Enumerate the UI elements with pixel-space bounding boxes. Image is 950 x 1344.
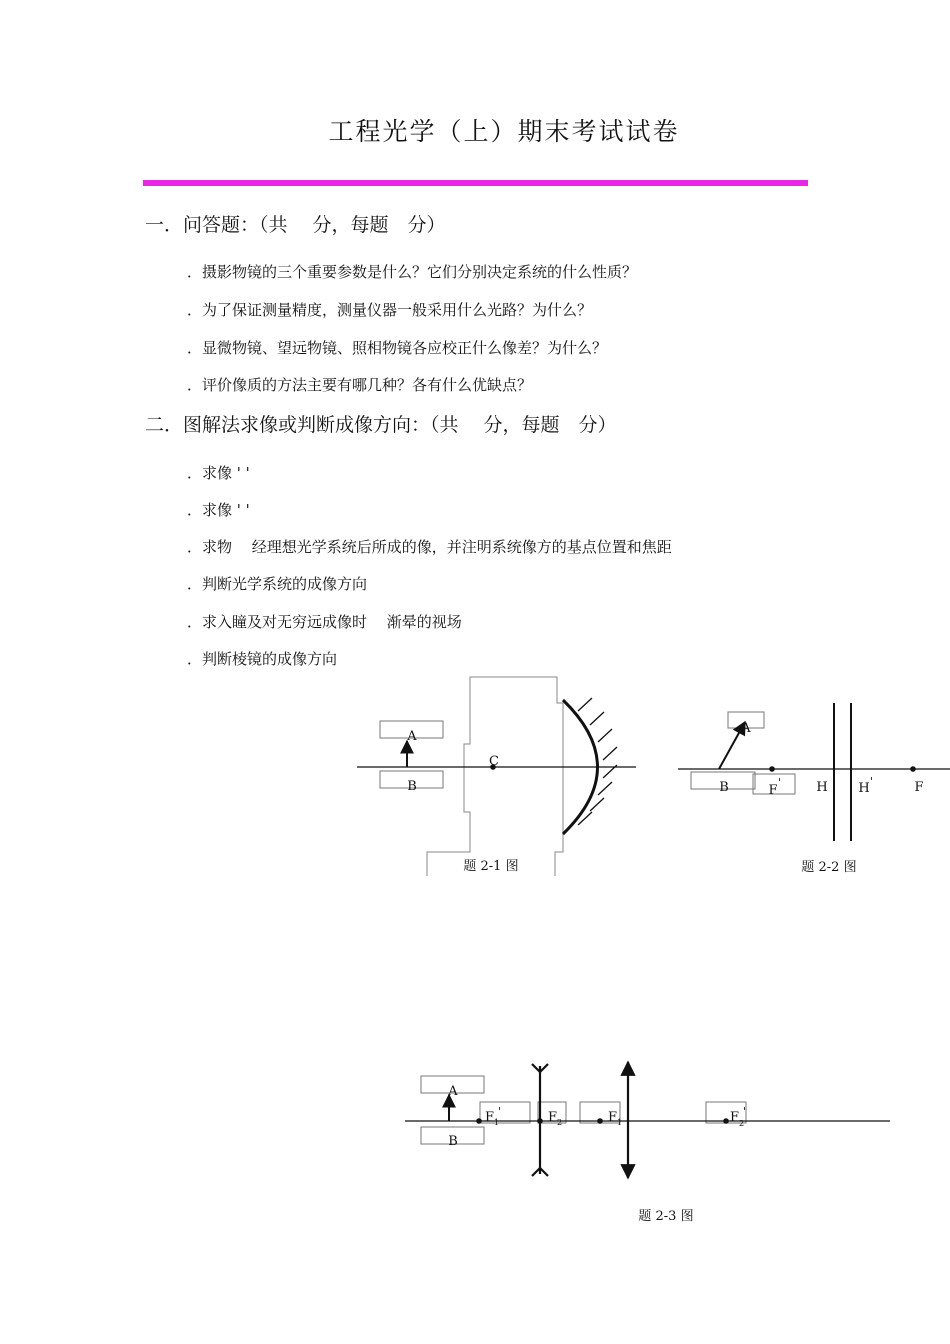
fig1-label-b: B bbox=[407, 779, 417, 794]
fig2-label-b: B bbox=[719, 780, 729, 795]
section1-question-2: ．为了保证测量精度，测量仪器一般采用什么光路？为什么？ bbox=[187, 301, 593, 319]
fig2-label-h: H bbox=[816, 780, 828, 795]
figure-2-1 bbox=[357, 677, 636, 876]
fig2-label-a: A bbox=[741, 721, 751, 736]
fig3-point-f2-prime bbox=[723, 1118, 729, 1124]
fig3-label-f1-sub: 1 bbox=[617, 1118, 623, 1127]
fig2-caption: 题 2-2 图 bbox=[801, 860, 857, 875]
section2-question-6: ．判断棱镜的成像方向 bbox=[187, 650, 338, 668]
section1-question-1: ．摄影物镜的三个重要参数是什么？它们分别决定系统的什么性质？ bbox=[187, 263, 638, 281]
section2-question-3: ．求物 经理想光学系统后所成的像，并注明系统像方的基点位置和焦距 bbox=[187, 538, 672, 556]
fig1-label-c: C bbox=[489, 754, 499, 769]
figure-2-3 bbox=[405, 1062, 890, 1224]
fig3-label-f2: F bbox=[548, 1110, 558, 1125]
fig2-label-h2-prime: ' bbox=[870, 775, 874, 788]
fig3-point-f2 bbox=[537, 1118, 543, 1124]
fig2-object-focal-point bbox=[769, 766, 775, 772]
section1-question-4: ．评价像质的方法主要有哪几种？各有什么优缺点？ bbox=[187, 376, 533, 394]
fig2-label-h2: H bbox=[858, 781, 870, 796]
fig3-label-f2-prime-mark: ' bbox=[743, 1105, 747, 1118]
figure-2-2 bbox=[678, 703, 950, 875]
fig3-label-f1-prime-sub: 1 bbox=[494, 1118, 500, 1127]
fig2-label-f1: F bbox=[768, 783, 778, 798]
fig3-caption: 题 2-3 图 bbox=[638, 1209, 694, 1224]
fig2-label-f1-prime: ' bbox=[778, 776, 782, 789]
fig3-label-b: B bbox=[448, 1134, 458, 1149]
fig1-label-a: A bbox=[407, 729, 417, 744]
fig3-label-f2-prime-sub: 2 bbox=[739, 1119, 745, 1128]
fig3-label-f2-prime: F bbox=[730, 1110, 740, 1125]
fig3-label-a: A bbox=[448, 1084, 458, 1099]
fig3-label-f1: F bbox=[608, 1110, 618, 1125]
fig3-point-f1-prime bbox=[476, 1118, 482, 1124]
section2-question-1: ．求像 ' ' bbox=[187, 464, 250, 482]
section2-heading: 二．图解法求像或判断成像方向：（共 分，每题 分） bbox=[145, 414, 617, 436]
fig1-caption: 题 2-1 图 bbox=[463, 859, 519, 874]
section1-question-3: ．显微物镜、望远物镜、照相物镜各应校正什么像差？为什么？ bbox=[187, 339, 608, 357]
section1-heading: 一．问答题：（共 分，每题 分） bbox=[145, 214, 446, 236]
fig2-label-f: F bbox=[914, 780, 924, 795]
section2-question-5: ．求入瞳及对无穷远成像时 渐晕的视场 bbox=[187, 613, 462, 631]
fig3-label-f1-prime-mark: ' bbox=[498, 1105, 502, 1118]
fig3-point-f1 bbox=[597, 1118, 603, 1124]
fig3-label-f2-sub: 2 bbox=[557, 1118, 563, 1127]
fig2-image-focal-point bbox=[910, 766, 916, 772]
section2-question-2: ．求像 ' ' bbox=[187, 501, 250, 519]
fig3-label-f1-prime: F bbox=[485, 1110, 495, 1125]
page-title: 工程光学（上）期末考试试卷 bbox=[328, 117, 680, 146]
fig1-frame-outline bbox=[427, 677, 563, 876]
section2-question-4: ．判断光学系统的成像方向 bbox=[187, 575, 368, 593]
